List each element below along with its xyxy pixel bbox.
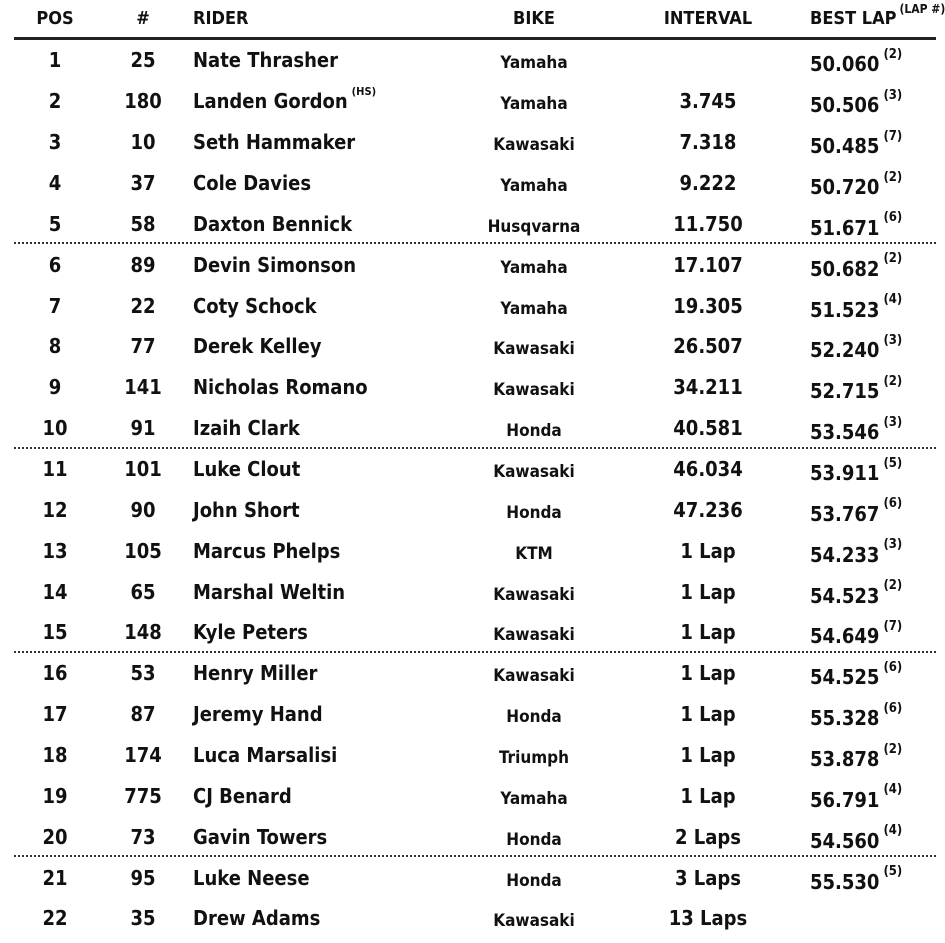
best-lap-number: (2) xyxy=(883,741,903,757)
header-bike: BIKE xyxy=(513,7,555,29)
table-row xyxy=(0,326,936,367)
position-cell: 1 xyxy=(48,48,62,73)
rider-number-cell: 53 xyxy=(130,661,156,686)
best-lap-time: 55.328 xyxy=(810,706,880,731)
rider-number-cell: 174 xyxy=(124,743,162,768)
bike-cell: Kawasaki xyxy=(493,339,575,360)
position-cell: 5 xyxy=(48,211,62,236)
interval-cell: 1 Lap xyxy=(680,743,736,768)
rider-name-cell xyxy=(193,81,473,122)
interval-cell: 1 Lap xyxy=(680,579,736,604)
rider-number-cell: 89 xyxy=(130,252,156,277)
best-lap-time: 50.485 xyxy=(810,134,880,159)
table-row xyxy=(0,163,936,204)
rider-tag: (HS) xyxy=(351,84,377,98)
rider-name-cell xyxy=(193,816,473,857)
position-cell: 18 xyxy=(42,743,68,768)
rider-number-cell: 91 xyxy=(130,416,156,441)
rider-name: Henry Miller xyxy=(193,661,318,686)
best-lap-cell xyxy=(810,534,936,575)
interval-cell: 46.034 xyxy=(673,457,743,482)
best-lap-time: 54.560 xyxy=(810,828,880,853)
bike-cell: Kawasaki xyxy=(493,462,575,483)
best-lap-cell xyxy=(810,616,936,657)
rider-number-cell: 90 xyxy=(130,497,156,522)
rider-number-cell: 148 xyxy=(124,620,162,645)
rider-name: Jeremy Hand xyxy=(193,702,323,727)
interval-cell: 1 Lap xyxy=(680,702,736,727)
bike-cell: Husqvarna xyxy=(487,216,581,237)
rider-name: Marcus Phelps xyxy=(193,538,341,563)
rider-name-cell xyxy=(193,285,473,326)
bike-cell: Kawasaki xyxy=(493,380,575,401)
best-lap-time: 50.506 xyxy=(810,93,880,118)
rider-name-cell xyxy=(193,449,473,490)
rider-name: Gavin Towers xyxy=(193,824,328,849)
best-lap-cell xyxy=(810,493,936,534)
bike-cell: Yamaha xyxy=(500,176,568,196)
table-row xyxy=(0,571,936,612)
header-best-lap-label: BEST LAP xyxy=(810,7,897,29)
interval-cell: 3 Laps xyxy=(675,865,741,890)
table-row xyxy=(0,816,936,857)
rider-number-cell: 10 xyxy=(130,130,156,155)
best-lap-cell xyxy=(810,779,936,820)
rider-number-cell: 95 xyxy=(130,865,156,890)
interval-cell: 1 Lap xyxy=(680,783,736,808)
rider-name: Cole Davies xyxy=(193,171,312,195)
table-row xyxy=(0,449,936,490)
rider-name-cell xyxy=(193,612,473,653)
position-cell: 13 xyxy=(42,538,68,563)
rider-name-cell xyxy=(193,775,473,816)
bike-cell: Honda xyxy=(506,502,562,523)
best-lap-time: 53.878 xyxy=(810,747,880,772)
rider-number-cell: 77 xyxy=(130,334,156,359)
interval-cell: 1 Lap xyxy=(680,538,736,563)
rider-name: Daxton Bennick xyxy=(193,211,353,236)
best-lap-time: 53.546 xyxy=(810,420,880,445)
best-lap-number: (3) xyxy=(883,537,903,553)
position-cell: 19 xyxy=(42,783,68,808)
bike-cell: Kawasaki xyxy=(493,584,575,605)
best-lap-number: (6) xyxy=(883,659,903,675)
best-lap-number: (6) xyxy=(883,496,903,512)
interval-cell: 11.750 xyxy=(673,211,743,236)
position-cell: 6 xyxy=(48,252,62,277)
table-body xyxy=(0,40,936,939)
position-cell: 11 xyxy=(42,457,68,482)
rider-number-cell: 25 xyxy=(130,48,156,73)
table-row xyxy=(0,857,936,898)
rider-number-cell: 22 xyxy=(130,293,156,318)
best-lap-number: (5) xyxy=(883,864,903,880)
best-lap-time: 54.233 xyxy=(810,542,880,567)
rider-name: Luca Marsalisi xyxy=(193,743,338,768)
bike-cell: Triumph xyxy=(498,748,570,769)
rider-number-cell: 101 xyxy=(124,457,162,482)
best-lap-cell xyxy=(810,902,936,943)
best-lap-number: (7) xyxy=(883,618,903,634)
rider-name: Seth Hammaker xyxy=(193,130,356,155)
rider-name: Nicholas Romano xyxy=(193,375,368,400)
best-lap-number: (3) xyxy=(883,332,903,348)
interval-cell: 47.236 xyxy=(673,497,743,522)
position-cell: 20 xyxy=(42,824,68,849)
interval-cell: 1 Lap xyxy=(680,661,736,686)
bike-cell: Honda xyxy=(506,870,562,891)
best-lap-time: 51.523 xyxy=(810,297,880,322)
best-lap-time: 54.525 xyxy=(810,665,880,690)
best-lap-time: 52.240 xyxy=(810,338,880,363)
rider-name-cell xyxy=(193,489,473,530)
rider-name-cell xyxy=(193,244,473,285)
table-row xyxy=(0,530,936,571)
table-row xyxy=(0,408,936,449)
position-cell: 22 xyxy=(42,906,68,931)
rider-name: Drew Adams xyxy=(193,906,321,931)
best-lap-number: (2) xyxy=(883,46,903,62)
table-row xyxy=(0,203,936,244)
header-interval: INTERVAL xyxy=(663,7,753,29)
interval-cell: 40.581 xyxy=(673,416,743,441)
position-cell: 12 xyxy=(42,497,68,522)
interval-cell: 3.745 xyxy=(679,89,737,114)
rider-name-cell xyxy=(193,122,473,163)
best-lap-cell xyxy=(810,167,936,208)
table-row xyxy=(0,40,936,81)
table-row xyxy=(0,735,936,776)
rider-name: Izaih Clark xyxy=(193,416,300,441)
best-lap-time: 50.060 xyxy=(810,52,880,77)
best-lap-cell xyxy=(810,698,936,739)
header-number: # xyxy=(136,7,150,29)
best-lap-number: (5) xyxy=(883,455,903,471)
bike-cell: Kawasaki xyxy=(493,135,575,156)
position-cell: 16 xyxy=(42,661,68,686)
position-cell: 7 xyxy=(48,293,62,318)
best-lap-time: 51.671 xyxy=(810,215,880,240)
table-row xyxy=(0,775,936,816)
rider-name: CJ Benard xyxy=(193,783,292,808)
rider-name: Nate Thrasher xyxy=(193,48,338,73)
bike-cell: Yamaha xyxy=(500,53,568,74)
rider-name-cell xyxy=(193,735,473,776)
position-cell: 9 xyxy=(48,375,62,400)
rider-number-cell: 87 xyxy=(130,702,156,727)
bike-cell: Yamaha xyxy=(500,257,568,278)
rider-name-cell xyxy=(193,408,473,449)
rider-number-cell: 180 xyxy=(124,89,162,114)
rider-name-cell xyxy=(193,163,473,204)
position-cell: 15 xyxy=(42,620,68,645)
rider-number-cell: 65 xyxy=(130,579,156,604)
bike-cell: Yamaha xyxy=(500,298,568,319)
rider-name-cell xyxy=(193,530,473,571)
header-lap-note: (LAP #) xyxy=(899,2,945,16)
best-lap-time: 55.530 xyxy=(810,869,880,894)
rider-number-cell: 73 xyxy=(130,824,156,849)
best-lap-cell xyxy=(810,289,936,330)
table-row xyxy=(0,285,936,326)
bike-cell: Kawasaki xyxy=(493,666,575,687)
best-lap-time: 54.649 xyxy=(810,624,880,649)
rider-number-cell: 141 xyxy=(124,375,162,400)
best-lap-number: (3) xyxy=(883,414,903,430)
best-lap-time: 53.767 xyxy=(810,501,880,526)
rider-name: Kyle Peters xyxy=(193,620,308,645)
bike-cell: KTM xyxy=(515,543,553,564)
best-lap-cell xyxy=(810,412,936,453)
table-row xyxy=(0,653,936,694)
best-lap-cell xyxy=(810,248,936,289)
rider-number-cell: 37 xyxy=(130,171,156,195)
rider-number-cell: 105 xyxy=(124,538,162,563)
best-lap-cell xyxy=(810,820,936,861)
best-lap-cell xyxy=(810,330,936,371)
table-row xyxy=(0,122,936,163)
best-lap-cell xyxy=(810,453,936,494)
rider-name-cell xyxy=(193,857,473,898)
best-lap-cell xyxy=(810,861,936,902)
rider-name-cell xyxy=(193,571,473,612)
rider-name: Coty Schock xyxy=(193,293,317,318)
rider-number-cell: 35 xyxy=(130,906,156,931)
rider-number-cell: 775 xyxy=(124,783,162,808)
best-lap-cell xyxy=(810,575,936,616)
rider-name-cell xyxy=(193,326,473,367)
interval-cell: 34.211 xyxy=(673,375,743,400)
best-lap-number: (2) xyxy=(883,578,903,594)
best-lap-number: (6) xyxy=(883,210,903,226)
best-lap-number: (4) xyxy=(883,292,903,308)
rider-name: Devin Simonson xyxy=(193,252,357,277)
best-lap-cell xyxy=(810,739,936,780)
bike-cell: Yamaha xyxy=(500,94,568,115)
interval-cell: 7.318 xyxy=(679,130,737,155)
position-cell: 2 xyxy=(48,89,62,114)
rider-number-cell: 58 xyxy=(130,211,156,236)
best-lap-number: (2) xyxy=(883,251,903,267)
interval-cell: 17.107 xyxy=(673,252,743,277)
interval-cell: 13 Laps xyxy=(668,906,748,931)
rider-name: Derek Kelley xyxy=(193,334,322,359)
bike-cell: Honda xyxy=(506,707,562,728)
best-lap-cell xyxy=(810,85,936,126)
interval-cell: 1 Lap xyxy=(680,620,736,645)
table-row xyxy=(0,81,936,122)
interval-cell: 19.305 xyxy=(673,293,743,318)
table-header xyxy=(0,0,945,40)
rider-name: Marshal Weltin xyxy=(193,579,346,604)
table-row xyxy=(0,367,936,408)
table-row xyxy=(0,489,936,530)
best-lap-cell xyxy=(810,371,936,412)
table-row xyxy=(0,694,936,735)
rider-name-cell xyxy=(193,898,473,939)
rider-name: John Short xyxy=(193,497,300,522)
table-row xyxy=(0,898,936,939)
bike-cell: Honda xyxy=(506,421,562,442)
bike-cell: Yamaha xyxy=(500,788,568,809)
best-lap-number: (7) xyxy=(883,128,903,144)
best-lap-time: 50.720 xyxy=(810,175,880,199)
best-lap-number: (3) xyxy=(883,87,903,103)
rider-name-cell xyxy=(193,653,473,694)
best-lap-cell xyxy=(810,44,936,85)
best-lap-number: (2) xyxy=(883,373,903,389)
rider-name-cell xyxy=(193,203,473,244)
table-row xyxy=(0,244,936,285)
position-cell: 14 xyxy=(42,579,68,604)
interval-cell: 9.222 xyxy=(679,171,737,195)
rider-name: Luke Neese xyxy=(193,865,310,890)
best-lap-number: (2) xyxy=(883,169,903,185)
best-lap-time: 53.911 xyxy=(810,461,880,486)
rider-name: Landen Gordon xyxy=(193,89,348,114)
best-lap-cell xyxy=(810,126,936,167)
position-cell: 21 xyxy=(42,865,68,890)
bike-cell: Kawasaki xyxy=(493,911,575,932)
best-lap-time: 56.791 xyxy=(810,787,880,812)
best-lap-cell xyxy=(810,207,936,248)
header-pos: POS xyxy=(36,7,74,29)
rider-name-cell xyxy=(193,367,473,408)
best-lap-time: 50.682 xyxy=(810,256,880,281)
bike-cell: Honda xyxy=(506,829,562,850)
best-lap-cell xyxy=(810,657,936,698)
position-cell: 10 xyxy=(42,416,68,441)
interval-cell: 26.507 xyxy=(673,334,743,359)
header-best-lap xyxy=(810,0,945,38)
interval-cell xyxy=(628,40,788,81)
best-lap-number: (6) xyxy=(883,700,903,716)
bike-cell: Kawasaki xyxy=(493,625,575,646)
rider-name-cell xyxy=(193,694,473,735)
position-cell: 4 xyxy=(48,171,62,195)
best-lap-time: 54.523 xyxy=(810,583,880,608)
best-lap-number: (4) xyxy=(883,823,903,839)
best-lap-number: (4) xyxy=(883,782,903,798)
best-lap-time: 52.715 xyxy=(810,379,880,404)
position-cell: 17 xyxy=(42,702,68,727)
position-cell: 8 xyxy=(48,334,62,359)
header-rider: RIDER xyxy=(193,7,249,29)
position-cell: 3 xyxy=(48,130,62,155)
rider-name-cell xyxy=(193,40,473,81)
table-row xyxy=(0,612,936,653)
rider-name: Luke Clout xyxy=(193,457,301,482)
interval-cell: 2 Laps xyxy=(675,824,741,849)
